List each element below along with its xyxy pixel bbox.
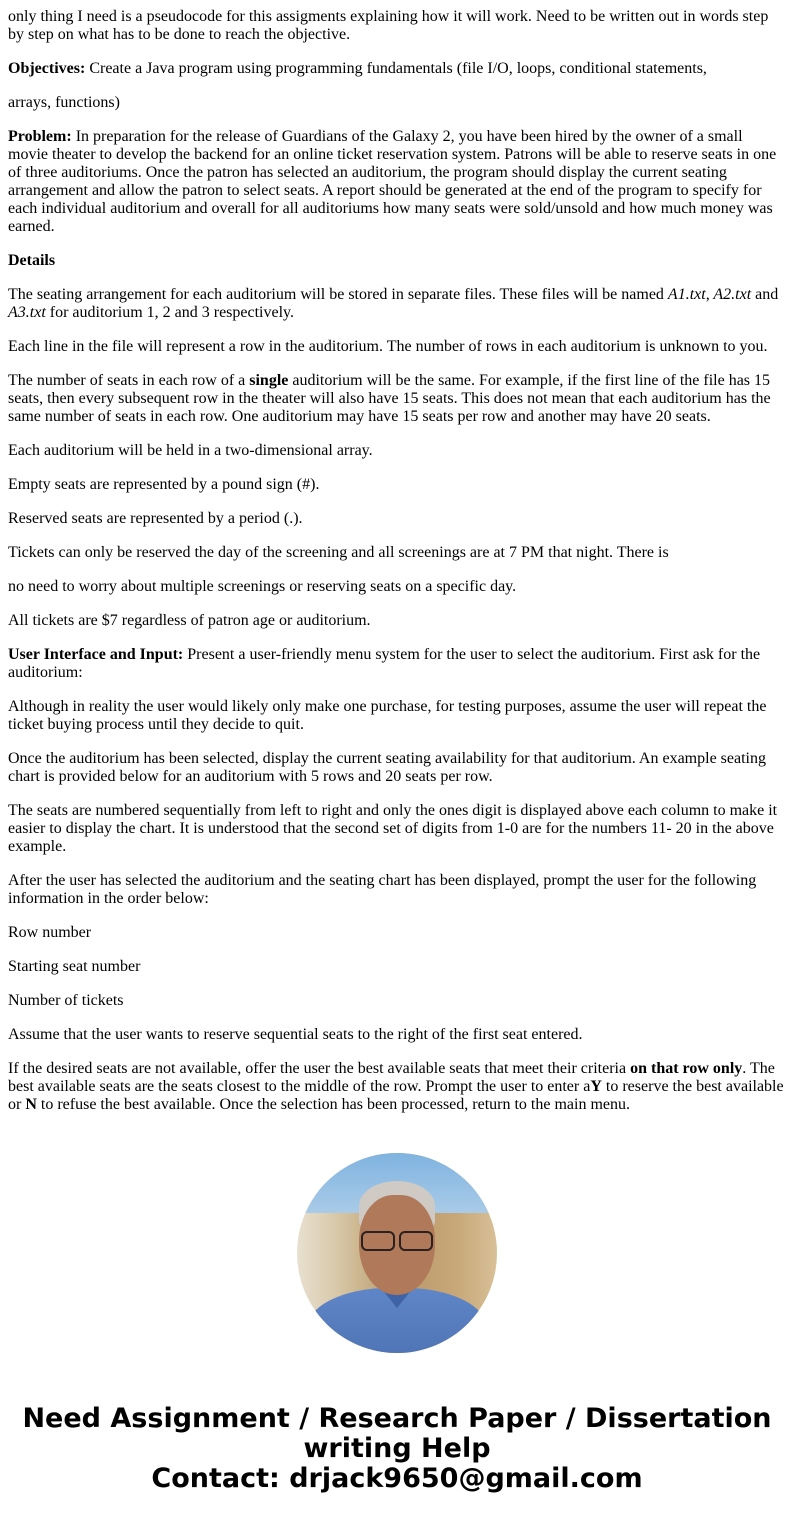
text: After the user has selected the auditorium and the seating chart has been displayed, prompt the user for the following information in the order below:: [8, 872, 757, 907]
text: to refuse the best available. Once the selection has been processed, return to the main menu.: [36, 1096, 631, 1113]
paragraph: [8, 1026, 786, 1044]
bold-text: Problem:: [8, 128, 72, 145]
paragraph: [8, 612, 786, 630]
bold-text: User Interface and Input:: [8, 646, 184, 663]
paragraph: [8, 128, 786, 236]
paragraph: [8, 750, 786, 786]
paragraph: [8, 958, 786, 976]
text: The seats are numbered sequentially from left to right and only the ones digit is displayed above each column to make it easier to display the chart. It is understood that the second set of digits from 1-0 are for the numbers 11- 20 in the above example.: [8, 802, 778, 855]
text: and: [751, 286, 779, 303]
paragraph: [8, 872, 786, 908]
text: for auditorium 1, 2 and 3 respectively.: [45, 304, 294, 321]
text: Once the auditorium has been selected, display the current seating availability for that auditorium. An example seating chart is provided below for an auditorium with 5 rows and 20 seats per row.: [8, 750, 766, 785]
text: Although in reality the user would likely only make one purchase, for testing purposes, assume the user will repeat the ticket buying process until they decide to quit.: [8, 698, 767, 733]
text: Reserved seats are represented by a period (.).: [8, 510, 303, 527]
text: In preparation for the release of Guardians of the Galaxy 2, you have been hired by the owner of a small movie theater to develop the backend for an online ticket reservation system. Patrons will be able to reserve seats in one of three auditoriums. Once the patron has selected an auditorium, the program should display the current seating arrangement and allow the patron to select seats. A report should be generated at the end of the program to specify for each individual auditorium and overall for all auditoriums how many seats were sold/unsold and how much money was earned.: [8, 128, 777, 235]
text: The number of seats in each row of a: [8, 372, 250, 389]
text: Assume that the user wants to reserve sequential seats to the right of the first seat entered.: [8, 1026, 583, 1043]
bold-text: N: [25, 1096, 37, 1113]
text: Tickets can only be reserved the day of the screening and all screenings are at 7 PM that night. There is: [8, 544, 669, 561]
paragraph: [8, 924, 786, 942]
text: auditorium will be the same. For example, if the first line of the file has 15 seats, then every subsequent row in the theater will also have 15 seats. This does not mean that each auditorium has the same number of seats in each row. One auditorium may have 15 seats per row and another may have 20 seats.: [8, 372, 771, 425]
bold-text: Y: [590, 1078, 602, 1095]
paragraph: [8, 372, 786, 426]
author-photo: [297, 1153, 497, 1353]
paragraph: [8, 252, 786, 270]
italic-text: A3.txt: [8, 304, 46, 321]
paragraph: [8, 338, 786, 356]
text: Starting seat number: [8, 958, 141, 975]
text: Row number: [8, 924, 92, 941]
paragraph: [8, 646, 786, 682]
text: Empty seats are represented by a pound sign (#).: [8, 476, 320, 493]
paragraph: [8, 286, 786, 322]
paragraph: [8, 442, 786, 460]
text: Present a user-friendly menu system for the user to select the auditorium. First ask for the auditorium:: [8, 646, 761, 681]
text: The seating arrangement for each auditorium will be stored in separate files. These files will be named: [8, 286, 668, 303]
paragraph: [8, 992, 786, 1010]
banner-line-3: Contact: drjack9650@gmail.com: [151, 1463, 643, 1494]
paragraph: [8, 698, 786, 734]
paragraph: [8, 60, 786, 78]
text: Each line in the file will represent a row in the auditorium. The number of rows in each auditorium is unknown to you.: [8, 338, 768, 355]
text: to reserve the best available or: [8, 1078, 784, 1113]
text: Each auditorium will be held in a two-dimensional array.: [8, 442, 373, 459]
text: arrays, functions): [8, 94, 120, 111]
text: Create a Java program using programming fundamentals (file I/O, loops, conditional statements,: [85, 60, 707, 77]
text: If the desired seats are not available, offer the user the best available seats that meet their criteria: [8, 1060, 631, 1077]
paragraph: [8, 578, 786, 596]
text: only thing I need is a pseudocode for this assigments explaining how it will work. Need to be written out in words step by step on what has to be done to reach the objective.: [8, 8, 769, 43]
paragraph: [8, 476, 786, 494]
assignment-document: [8, 0, 786, 1130]
text: no need to worry about multiple screenings or reserving seats on a specific day.: [8, 578, 517, 595]
banner-line-1: Need Assignment / Research Paper / Dissertation: [22, 1403, 772, 1434]
bold-text: single: [249, 372, 289, 389]
paragraph: [8, 8, 786, 44]
contact-banner: [0, 1404, 794, 1494]
paragraph: [8, 544, 786, 562]
bold-text: on that row only: [630, 1060, 743, 1077]
italic-text: A1.txt, A2.txt: [667, 286, 752, 303]
banner-line-2: writing Help: [303, 1433, 491, 1464]
bold-text: Details: [8, 252, 56, 269]
paragraph: [8, 94, 786, 112]
paragraph: [8, 802, 786, 856]
paragraph: [8, 1060, 786, 1114]
text: All tickets are $7 regardless of patron age or auditorium.: [8, 612, 371, 629]
paragraph: [8, 510, 786, 528]
text: Number of tickets: [8, 992, 124, 1009]
text: . The best available seats are the seats closest to the middle of the row. Prompt the user to enter a: [8, 1060, 775, 1095]
bold-text: Objectives:: [8, 60, 86, 77]
